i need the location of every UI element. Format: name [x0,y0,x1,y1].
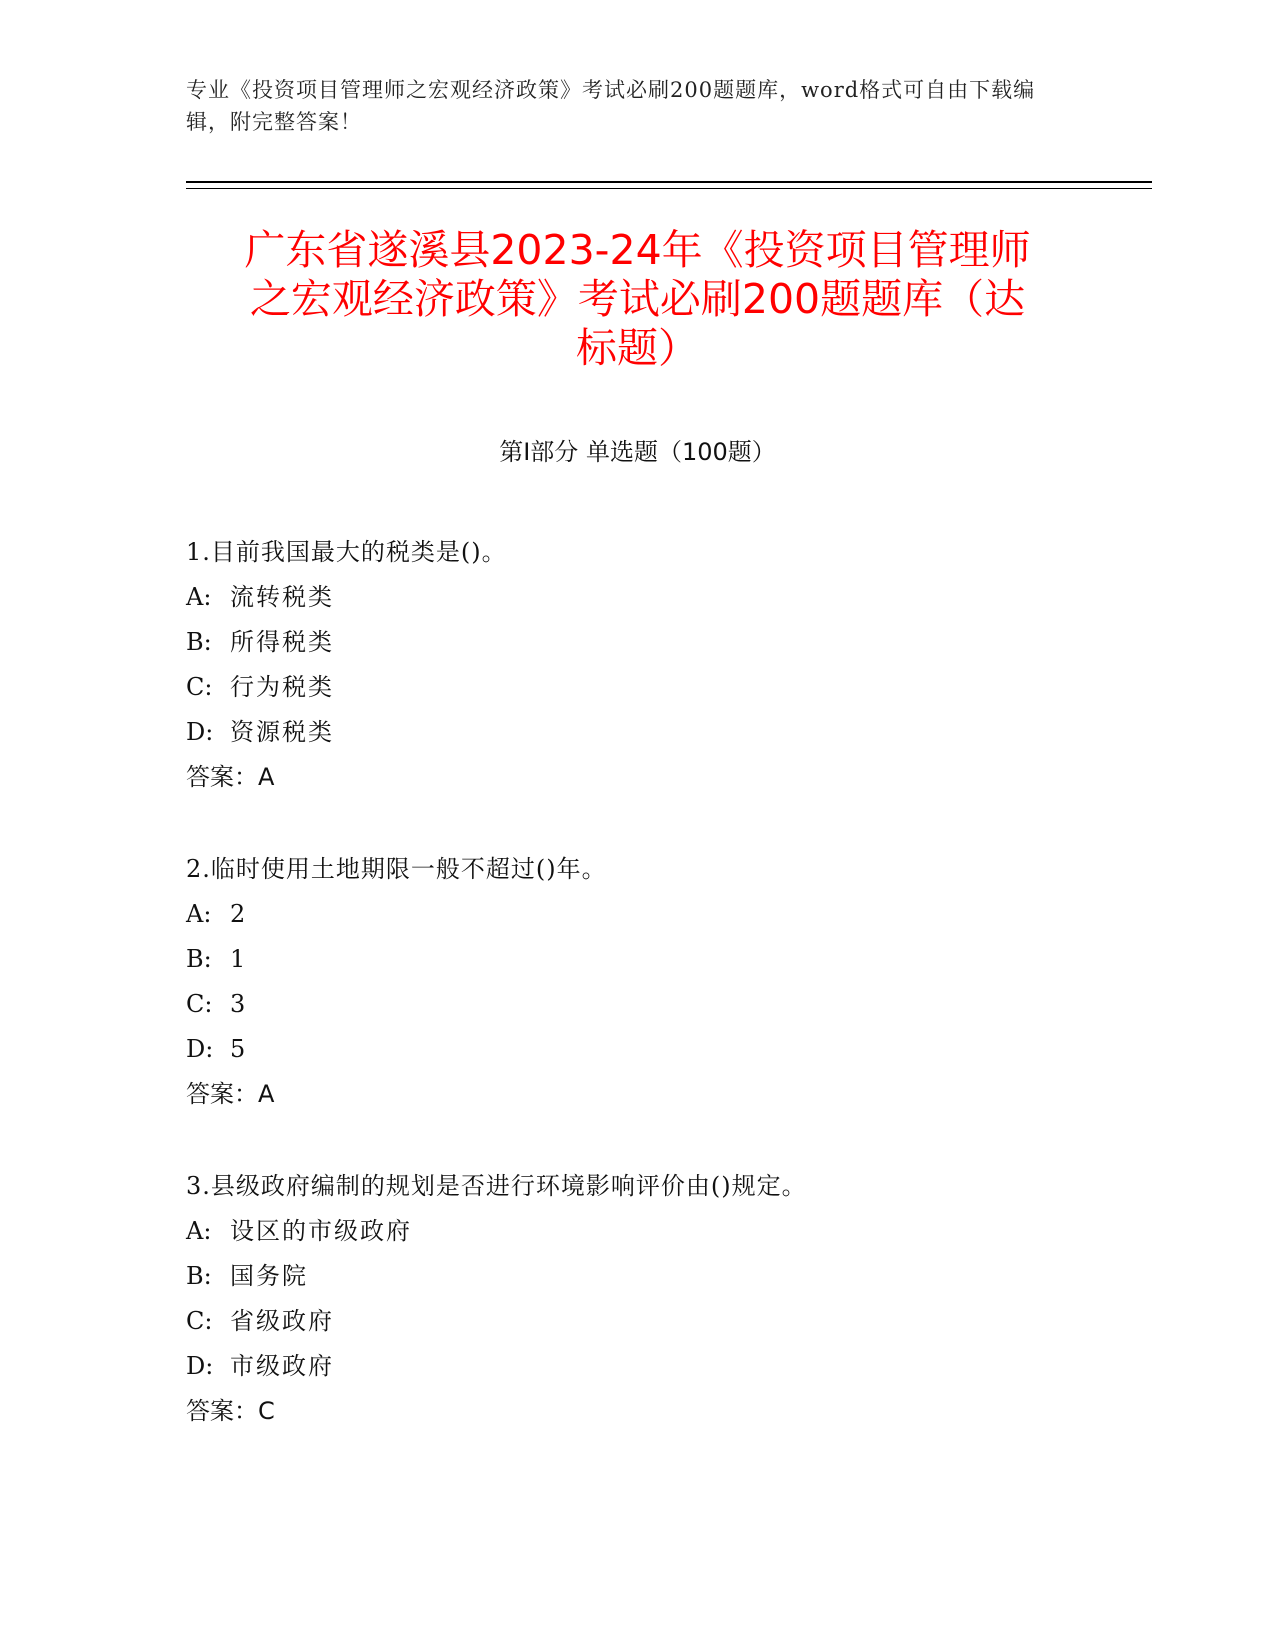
question-stem: 1.目前我国最大的税类是()。 [186,538,507,566]
question-3 [186,1164,1106,1434]
option-c [186,665,1106,710]
answer-line [186,755,1106,800]
section-title: 第Ⅰ部分 单选题（100题） [499,438,776,466]
option-text: 行为税类 [230,673,334,701]
option-text: 省级政府 [230,1307,334,1335]
option-key: D: [186,718,214,746]
answer-line [186,1389,1106,1434]
option-key: A: [186,900,212,928]
option-text: 2 [230,900,248,928]
option-text: 1 [230,945,248,973]
option-text: 5 [230,1035,248,1063]
answer-value: A [258,763,275,791]
title-line: 之宏观经济政策》考试必刷200题题库（达 [249,275,1026,323]
option-a [186,575,1106,620]
option-b [186,1254,1106,1299]
option-key: D: [186,1352,214,1380]
option-b [186,620,1106,665]
option-text: 3 [230,990,248,1018]
option-key: A: [186,1217,212,1245]
title-line: 广东省遂溪县2023-24年《投资项目管理师 [244,226,1031,274]
question-stem: 2.临时使用土地期限一般不超过()年。 [186,855,607,883]
option-d [186,710,1106,755]
option-key: D: [186,1035,214,1063]
option-key: A: [186,583,212,611]
answer-label: 答案： [186,1080,258,1108]
option-a [186,892,1106,937]
question-stem: 3.县级政府编制的规划是否进行环境影响评价由()规定。 [186,1172,807,1200]
option-key: C: [186,673,213,701]
answer-line [186,1072,1106,1117]
question-2 [186,847,1106,1117]
option-text: 设区的市级政府 [230,1217,412,1245]
option-key: B: [186,628,212,656]
header-divider-thin [186,188,1152,189]
option-key: B: [186,1262,212,1290]
answer-value: A [258,1080,275,1108]
option-text: 所得税类 [230,628,334,656]
question-1 [186,530,1106,800]
option-b [186,937,1106,982]
option-c [186,982,1106,1027]
option-text: 资源税类 [230,718,334,746]
option-key: B: [186,945,212,973]
answer-label: 答案： [186,1397,258,1425]
option-c [186,1299,1106,1344]
answer-label: 答案： [186,763,258,791]
option-text: 市级政府 [230,1352,334,1380]
title-line: 标题） [576,324,699,372]
option-d [186,1027,1106,1072]
document-title [160,226,1115,373]
question-list [186,530,1106,1481]
header-note: 专业《投资项目管理师之宏观经济政策》考试必刷200题题库，word格式可自由下载编辑，附完整答案！ [186,78,1036,134]
option-key: C: [186,990,213,1018]
option-text: 国务院 [230,1262,308,1290]
option-a [186,1209,1106,1254]
header-divider-thick [186,181,1152,183]
answer-value: C [258,1397,275,1425]
option-d [186,1344,1106,1389]
option-text: 流转税类 [230,583,334,611]
option-key: C: [186,1307,213,1335]
